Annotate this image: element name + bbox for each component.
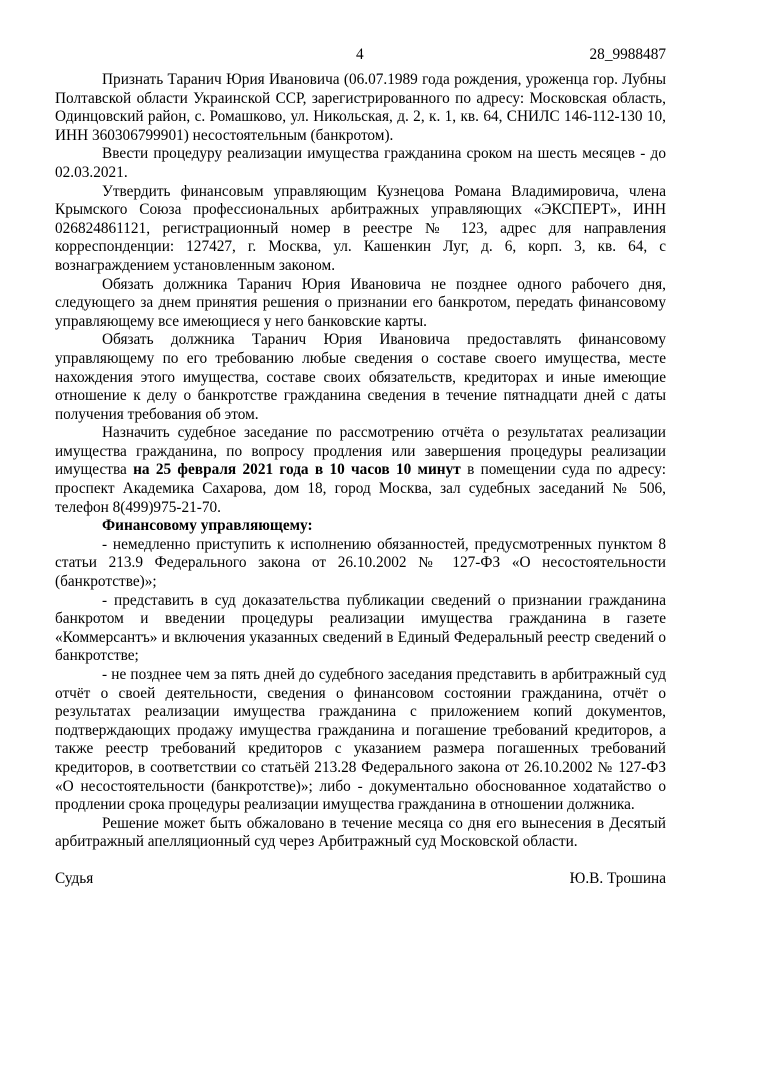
page-number: 4	[356, 46, 364, 63]
paragraph-report: - не позднее чем за пять дней до судебного заседания представить в арбитражный суд отчёт о своей деятельности, сведения о финансовом состоянии гражданина, отчёт о результатах реализации имущества гражданина с приложением копий документов, подтверждающих продажу имущества гражданина и погашение требований кредиторов, а также реестр требований кредиторов с указанием размера погашенных требований кредиторов, в соответствии со статьёй 213.28 Федерального закона от 26.10.2002 № 127-ФЗ «О несостоятельности (банкротстве)»; либо - документально обоснованное ходатайство о продлении срока процедуры реализации имущества гражданина в отношении должника.	[55, 666, 666, 814]
judge-title: Судья	[55, 869, 94, 887]
case-number: 28_9988487	[589, 46, 666, 63]
signature-block	[55, 870, 666, 890]
hearing-text-after: в помещении суда по адресу: проспект Академика Сахарова, дом 18, город Москва, зал судебных заседаний № 506, телефон 8(499)975-21-70.	[55, 461, 667, 516]
paragraph-declare-bankrupt: Признать Таранич Юрия Ивановича (06.07.1989 года рождения, уроженца гор. Лубны Полтавской области Украинской ССР, зарегистрированного по адресу: Московская область, Одинцовский район, с. Ромашково, ул. Никольская, д. 2, к. 1, кв. 64, СНИЛС 146-112-130 10, ИНН 360306799901) несостоятельным (банкротом).	[55, 71, 666, 144]
paragraph-bank-cards: Обязать должника Таранич Юрия Ивановича не позднее одного рабочего дня, следующего за днем принятия решения о признании его банкротом, передать финансовому управляющему все имеющиеся у него банковские карты.	[55, 275, 666, 330]
page-header	[55, 40, 666, 62]
paragraph-appoint-manager: Утвердить финансовым управляющим Кузнецова Романа Владимировича, члена Крымского Союза профессиональных арбитражных управляющих «ЭКСПЕРТ», ИНН 026824861121, регистрационный номер в реестре № 123, адрес для направления корреспонденции: 127427, г. Москва, ул. Кашенкин Луг, д. 6, корп. 3, кв. 64, с вознаграждением установленным законом.	[55, 182, 666, 274]
paragraph-procedure-term: Ввести процедуру реализации имущества гражданина сроком на шесть месяцев - до 02.03.2021.	[55, 145, 666, 181]
hearing-text-before: Назначить судебное заседание по рассмотрению отчёта о результатах реализации имущества гражданина, по вопросу продления или завершения процедуры реализации имущества	[55, 424, 666, 479]
paragraph-hearing	[55, 424, 666, 517]
document-page	[55, 40, 666, 890]
paragraph-start-duties: - немедленно приступить к исполнению обязанностей, предусмотренных пунктом 8 статьи 213.9 Федерального закона от 26.10.2002 № 127-ФЗ «О несостоятельности (банкротстве)»;	[55, 535, 666, 591]
judge-name: Ю.В. Трошина	[569, 869, 666, 887]
paragraph-publication-evidence: - представить в суд доказательства публикации сведений о признании гражданина банкротом и введении процедуры реализации имущества гражданина в газете «Коммерсантъ» и включения указанных сведений в Единый Федеральный реестр сведений о банкротстве;	[55, 591, 666, 665]
section-heading-financial-manager: Финансовому управляющему:	[102, 517, 313, 535]
paragraph-appeal: Решение может быть обжаловано в течение месяца со дня его вынесения в Десятый арбитражный апелляционный суд через Арбитражный суд Московской области.	[55, 814, 666, 851]
hearing-date: на 25 февраля 2021 года в 10 часов 10 минут	[133, 461, 461, 479]
paragraph-provide-info: Обязать должника Таранич Юрия Ивановича предоставлять финансовому управляющему по его требованию любые сведения о составе своего имущества, месте нахождения этого имущества, составе своих обязательств, кредиторах и иные имеющие отношение к делу о банкротстве гражданина сведения в течение пятнадцати дней с даты получения требования об этом.	[55, 331, 666, 423]
